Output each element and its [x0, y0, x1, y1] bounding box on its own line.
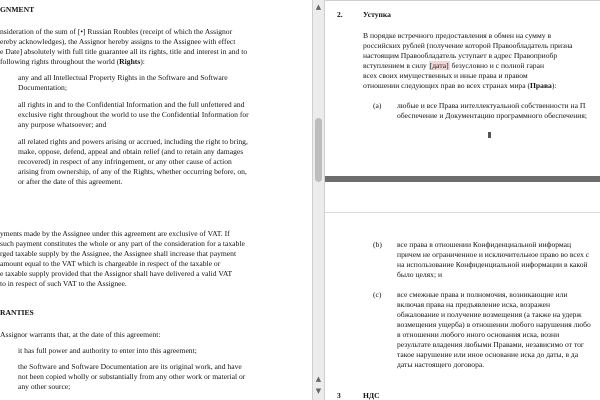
- scroll-up-arrow-icon[interactable]: ▲: [315, 3, 322, 11]
- vat-line: yments made by the Assignee under this agreement are exclusive of VAT. If: [0, 229, 230, 238]
- list-item-a: любые и все Права интеллектуальной собственности на П: [397, 101, 586, 110]
- vat-line: rged taxable supply by the Assignee, the Assignee shall increase that payment: [0, 249, 237, 258]
- list-label: (a): [373, 101, 382, 110]
- section-title: Уступка: [363, 10, 391, 19]
- list-item-c-cont: даты настоящего договора.: [397, 360, 485, 369]
- list-item-c: all related rights and powers arising or accrued, including the right to bring,: [18, 137, 248, 146]
- page-border: [325, 0, 600, 1]
- text-line: nsideration of the sum of [•] Russian Roubles (receipt of which the Assignor: [0, 27, 233, 36]
- scroll-down-arrow-icon[interactable]: ▲: [315, 375, 322, 383]
- scroll-thumb[interactable]: [315, 118, 322, 182]
- rights-term: Rights: [119, 57, 141, 66]
- vertical-scrollbar[interactable]: [312, 0, 325, 400]
- list-item-c-cont: такое нарушение или иное основание иска до даты, в да: [397, 350, 579, 359]
- list-item-c-cont: включая права на предъявление иска, возражен: [397, 300, 551, 309]
- list-item-c-cont: обжалование и получение возмещения (а также на удерж: [397, 310, 582, 319]
- scroll-down-arrow-icon[interactable]: ▼: [315, 387, 322, 395]
- divider: [325, 212, 600, 213]
- list-item-a: any and all Intellectual Property Rights in the Software and Software: [18, 73, 228, 82]
- text-line: вступлением в силу [дата] безусловно и с полной гаран: [363, 61, 545, 70]
- list-item-b-cont: any purpose whatsoever; and: [18, 120, 107, 129]
- list-item-b: все права в отношении Конфиденциальной информац: [397, 240, 572, 249]
- text-line: following rights throughout the world (Rights):: [0, 57, 145, 66]
- list-item-c-cont: возмещения ущерба) в отношении любого нарушения любо: [397, 320, 591, 329]
- section-title: НДС: [363, 391, 380, 400]
- list-label: (c): [373, 290, 382, 299]
- warranties-heading: RANTIES: [0, 308, 34, 317]
- text-cursor-icon: [488, 132, 491, 138]
- vat-line: amount equal to the VAT which is chargeable in respect of the taxable or: [0, 259, 221, 268]
- text-line: отношении следующих прав во всех странах мира (Права):: [363, 81, 557, 90]
- section-number: 3: [337, 391, 341, 400]
- list-item-a-cont: обеспечение и Документацию программного обеспечения;: [397, 111, 587, 120]
- list-item-b-cont: было целях; и: [397, 270, 443, 279]
- section-heading: GNMENT: [0, 5, 35, 14]
- vat-line: to in respect of such VAT to the Assignee.: [0, 279, 127, 288]
- vat-line: such payment constitutes the whole or any part of the consideration for a taxable: [0, 239, 245, 248]
- list-label: (b): [373, 240, 382, 249]
- text-line: российских рублей (получение которой Правообладатель призна: [363, 41, 573, 50]
- list-item-c-cont: результате владения любыми Правами, независимо от тог: [397, 340, 584, 349]
- list-item-c-cont: or after the date of this agreement.: [18, 177, 123, 186]
- warranty-b-cont: not been copied wholly or substantially from any other work or material or: [18, 372, 246, 381]
- text-line: В порядке встречного предоставления в обмен на сумму в: [363, 31, 552, 40]
- warranty-b-cont: any other source;: [18, 382, 71, 391]
- date-placeholder: [дата]: [429, 61, 449, 70]
- list-item-c-cont: arising from ownership, of any of the Rights, whether occurring before, on,: [18, 167, 247, 176]
- warranties-intro: Assignor warrants that, at the date of this agreement:: [0, 330, 161, 339]
- list-item-b-cont: причем не ограниченное и исключительное право во всех с: [397, 250, 590, 259]
- list-item-b-cont: exclusive right throughout the world to use the Confidential Information for: [18, 110, 249, 119]
- list-item-b: all rights in and to the Confidential Information and the full unfettered and: [18, 100, 245, 109]
- vat-line: e taxable supply provided that the Assignor shall have delivered a valid VAT: [0, 269, 233, 278]
- text-line: всех своих имущественных и иные права и правом: [363, 71, 528, 80]
- warranty-b: the Software and Software Documentation are its original work, and have: [18, 362, 242, 371]
- list-item-b-cont: на использование Конфиденциальной информации в какой: [397, 260, 588, 269]
- rights-term-ru: Права: [530, 81, 552, 90]
- document-pane-russian[interactable]: [325, 0, 600, 400]
- list-item-a-cont: Documentation;: [18, 83, 67, 92]
- page-break: [325, 176, 600, 182]
- list-item-c-cont: make, oppose, defend, appeal and obtain relief (and to retain any damages: [18, 147, 244, 156]
- section-number: 2.: [337, 10, 343, 19]
- list-item-c: все смежные права и полномочия, возникающие или: [397, 290, 568, 299]
- text-line: e Date] absolutely with full title guarantee all its rights, title and interest in and to: [0, 47, 248, 56]
- text-line: ereby acknowledges), the Assignor hereby assigns to the Assignee with effect: [0, 37, 236, 46]
- text-line: настоящим Правообладатель уступает в адрес Правоприобр: [363, 51, 558, 60]
- list-item-c-cont: в отношении любого иного основания иска, возни: [397, 330, 560, 339]
- list-item-c-cont: recovered) in respect of any infringement, or any other cause of action: [18, 157, 232, 166]
- warranty-a: it has full power and authority to enter into this agreement;: [18, 346, 197, 355]
